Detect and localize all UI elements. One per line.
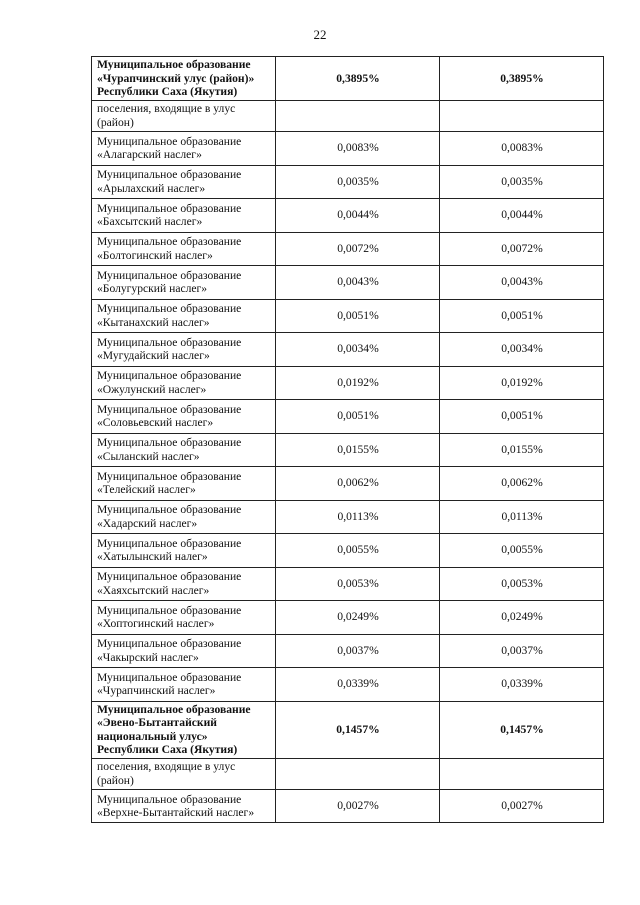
municipality-name-cell: Муниципальное образование «Мугудайский наслег»	[92, 333, 276, 367]
table-row	[92, 789, 604, 823]
share-value-cell-1	[276, 758, 440, 789]
share-value-cell-1: 0,0043%	[276, 266, 440, 300]
share-value-cell-1	[276, 101, 440, 132]
municipality-name-cell: Муниципальное образование «Бахсытский наслег»	[92, 199, 276, 233]
allocation-table	[91, 56, 604, 823]
municipality-name-cell: Муниципальное образование «Чурапчинский наслег»	[92, 668, 276, 702]
table-row	[92, 366, 604, 400]
share-value-cell-1: 0,1457%	[276, 701, 440, 758]
share-value-cell-2: 0,0062%	[440, 467, 604, 501]
share-value-cell-1: 0,0034%	[276, 333, 440, 367]
share-value-cell-2: 0,0051%	[440, 299, 604, 333]
allocation-table-body	[92, 57, 604, 823]
municipality-name-cell: Муниципальное образование «Хаяхсытский наслег»	[92, 567, 276, 601]
municipality-name-cell: поселения, входящие в улус (район)	[92, 758, 276, 789]
table-row	[92, 601, 604, 635]
table-row	[92, 165, 604, 199]
municipality-name-cell: Муниципальное образование «Болтогинский наслег»	[92, 232, 276, 266]
table-row	[92, 668, 604, 702]
municipality-name-cell: Муниципальное образование «Эвено-Бытантайский национальный улус» Республики Саха (Якутия)	[92, 701, 276, 758]
share-value-cell-2: 0,0192%	[440, 366, 604, 400]
table-row	[92, 758, 604, 789]
share-value-cell-2: 0,1457%	[440, 701, 604, 758]
share-value-cell-1: 0,0037%	[276, 634, 440, 668]
share-value-cell-2: 0,0051%	[440, 400, 604, 434]
share-value-cell-1: 0,0053%	[276, 567, 440, 601]
share-value-cell-2: 0,0113%	[440, 500, 604, 534]
table-row	[92, 132, 604, 166]
table-row	[92, 500, 604, 534]
table-row	[92, 333, 604, 367]
share-value-cell-1: 0,0044%	[276, 199, 440, 233]
page-number: 22	[313, 27, 327, 42]
table-row	[92, 634, 604, 668]
share-value-cell-1: 0,0027%	[276, 789, 440, 823]
share-value-cell-1: 0,0051%	[276, 299, 440, 333]
share-value-cell-2: 0,0055%	[440, 534, 604, 568]
share-value-cell-2: 0,0339%	[440, 668, 604, 702]
municipality-name-cell: поселения, входящие в улус (район)	[92, 101, 276, 132]
share-value-cell-1: 0,0035%	[276, 165, 440, 199]
share-value-cell-2: 0,3895%	[440, 57, 604, 101]
share-value-cell-2: 0,0043%	[440, 266, 604, 300]
municipality-name-cell: Муниципальное образование «Сыланский наслег»	[92, 433, 276, 467]
share-value-cell-2: 0,0027%	[440, 789, 604, 823]
municipality-name-cell: Муниципальное образование «Верхне-Бытантайский наслег»	[92, 789, 276, 823]
table-row	[92, 57, 604, 101]
share-value-cell-1: 0,0055%	[276, 534, 440, 568]
municipality-name-cell: Муниципальное образование «Соловьевский наслег»	[92, 400, 276, 434]
share-value-cell-1: 0,0339%	[276, 668, 440, 702]
share-value-cell-2: 0,0044%	[440, 199, 604, 233]
table-row	[92, 400, 604, 434]
share-value-cell-1: 0,3895%	[276, 57, 440, 101]
municipality-name-cell: Муниципальное образование «Чурапчинский улус (район)» Республики Саха (Якутия)	[92, 57, 276, 101]
share-value-cell-2	[440, 758, 604, 789]
table-row	[92, 299, 604, 333]
municipality-name-cell: Муниципальное образование «Хатылынский налег»	[92, 534, 276, 568]
share-value-cell-1: 0,0192%	[276, 366, 440, 400]
share-value-cell-1: 0,0072%	[276, 232, 440, 266]
municipality-name-cell: Муниципальное образование «Хоптогинский наслег»	[92, 601, 276, 635]
share-value-cell-1: 0,0083%	[276, 132, 440, 166]
share-value-cell-1: 0,0155%	[276, 433, 440, 467]
share-value-cell-2: 0,0035%	[440, 165, 604, 199]
share-value-cell-1: 0,0113%	[276, 500, 440, 534]
table-row	[92, 467, 604, 501]
table-row	[92, 567, 604, 601]
share-value-cell-1: 0,0249%	[276, 601, 440, 635]
table-row	[92, 433, 604, 467]
share-value-cell-2: 0,0072%	[440, 232, 604, 266]
table-row	[92, 101, 604, 132]
municipality-name-cell: Муниципальное образование «Телейский наслег»	[92, 467, 276, 501]
table-row	[92, 199, 604, 233]
share-value-cell-2: 0,0155%	[440, 433, 604, 467]
share-value-cell-2	[440, 101, 604, 132]
municipality-name-cell: Муниципальное образование «Алагарский наслег»	[92, 132, 276, 166]
table-row	[92, 266, 604, 300]
share-value-cell-2: 0,0249%	[440, 601, 604, 635]
share-value-cell-1: 0,0051%	[276, 400, 440, 434]
table-row	[92, 701, 604, 758]
municipality-name-cell: Муниципальное образование «Болугурский наслег»	[92, 266, 276, 300]
share-value-cell-2: 0,0037%	[440, 634, 604, 668]
share-value-cell-2: 0,0053%	[440, 567, 604, 601]
table-row	[92, 534, 604, 568]
municipality-name-cell: Муниципальное образование «Кытанахский наслег»	[92, 299, 276, 333]
share-value-cell-2: 0,0034%	[440, 333, 604, 367]
share-value-cell-1: 0,0062%	[276, 467, 440, 501]
municipality-name-cell: Муниципальное образование «Ожулунский наслег»	[92, 366, 276, 400]
municipality-name-cell: Муниципальное образование «Чакырский наслег»	[92, 634, 276, 668]
share-value-cell-2: 0,0083%	[440, 132, 604, 166]
municipality-name-cell: Муниципальное образование «Хадарский наслег»	[92, 500, 276, 534]
municipality-name-cell: Муниципальное образование «Арылахский наслег»	[92, 165, 276, 199]
table-row	[92, 232, 604, 266]
